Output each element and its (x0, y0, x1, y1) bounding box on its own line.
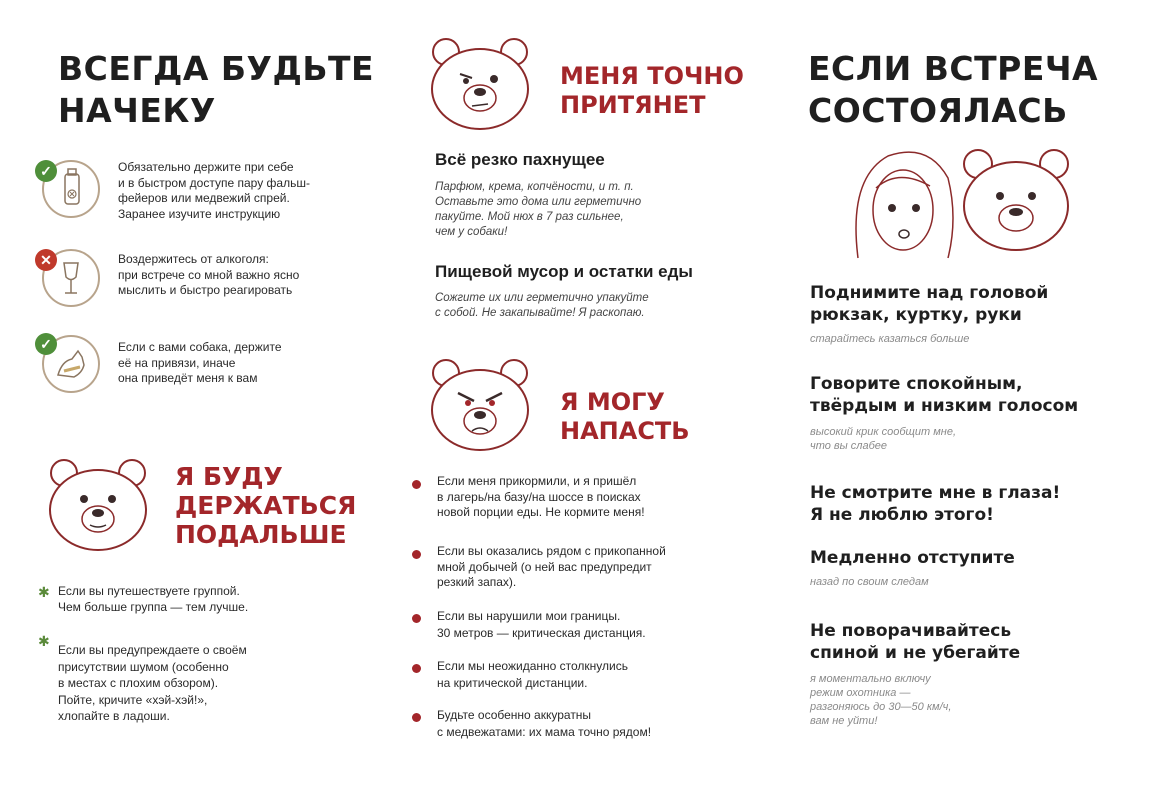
title-if-met-line2: СОСТОЯЛАСЬ (808, 91, 1068, 130)
red-bullet (412, 550, 421, 559)
red-bullet (412, 713, 421, 722)
title-always-alert-line2: НАЧЕКУ (58, 91, 216, 130)
check-icon: ✓ (35, 160, 57, 182)
attack-reason-cubs: Будьте особенно аккуратны с медвежатами: их мама точно рядом! (437, 708, 652, 739)
bear-face-icon (424, 34, 536, 134)
tip-flares-text: Обязательно держите при себе и в быстром доступе пару фальш- фейеров или медвежий спрей. Заранее изучите инструкцию (118, 160, 310, 221)
step-no-eye-contact: Не смотрите мне в глаза! Я не люблю этого! (810, 483, 1061, 525)
step-speak-calmly: Говорите спокойным, твёрдым и низким голосом высокий крик сообщит мне, что вы слабее (810, 374, 1079, 452)
bear-face-icon (956, 146, 1076, 256)
cross-icon: ✕ (35, 249, 57, 271)
tip-noise-text: Если вы предупреждаете о своём присутствии шумом (особенно в местах с плохим обзором). Пойте, кричите «хэй-хэй!», хлопайте в ладоши. (58, 643, 247, 723)
attack-reason-fed: Если меня прикормили, и я пришёл в лагерь/на базу/на шоссе в поисках новой порции еды. Не кормите меня! (437, 474, 645, 519)
trash-title: Пищевой мусор и остатки еды (435, 262, 693, 281)
attack-reason-prey: Если вы оказались рядом с прикопанной мной добычей (о ней вас предупредит резкий запах). (437, 544, 666, 589)
title-always-alert-line1: ВСЕГДА БУДЬТЕ (58, 49, 375, 88)
trash-text: Сожгите их или герметично упакуйте с собой. Не закапывайте! Я раскопаю. (435, 292, 649, 319)
step-retreat: Медленно отступите назад по своим следам (810, 548, 1015, 588)
step-raise-hands: Поднимите над головой рюкзак, куртку, руки старайтесь казаться больше (810, 283, 1049, 345)
tip-dog-text: Если с вами собака, держите её на привязи, иначе она приведёт меня к вам (118, 340, 282, 385)
attack-heading: Я МОГУ НАПАСТЬ (560, 388, 690, 445)
angry-bear-face-icon (424, 355, 536, 455)
bear-face-icon (42, 455, 154, 555)
red-bullet (412, 614, 421, 623)
star-bullet: ✱ (38, 633, 50, 649)
smell-text: Парфюм, крема, копчёности, и т. п. Оставьте это дома или герметично пакуйте. Мой нюх в 7 раз сильнее, чем у собаки! (435, 181, 642, 238)
attack-reason-sudden: Если мы неожиданно столкнулись на критической дистанции. (437, 659, 628, 690)
person-face-icon (848, 138, 958, 268)
tip-group-text: Если вы путешествуете группой. Чем больше группа — тем лучше. (58, 584, 249, 614)
title-if-met-line1: ЕСЛИ ВСТРЕЧА (808, 49, 1099, 88)
red-bullet (412, 480, 421, 489)
smell-title: Всё резко пахнущее (435, 150, 605, 169)
attack-reason-borders: Если вы нарушили мои границы. 30 метров — критическая дистанция. (437, 609, 646, 640)
step-dont-run: Не поворачивайтесь спиной и не убегайте я моментально включу режим охотника — разгоняюсь до 30—50 км/ч, вам не уйти! (810, 621, 1021, 727)
check-icon: ✓ (35, 333, 57, 355)
attract-heading: МЕНЯ ТОЧНО ПРИТЯНЕТ (560, 62, 744, 119)
stay-away-heading: Я БУДУ ДЕРЖАТЬСЯ ПОДАЛЬШЕ (175, 462, 357, 549)
star-bullet: ✱ (38, 584, 50, 600)
red-bullet (412, 664, 421, 673)
tip-alcohol-text: Воздержитесь от алкоголя: при встрече со мной важно ясно мыслить и быстро реагировать (118, 252, 300, 297)
